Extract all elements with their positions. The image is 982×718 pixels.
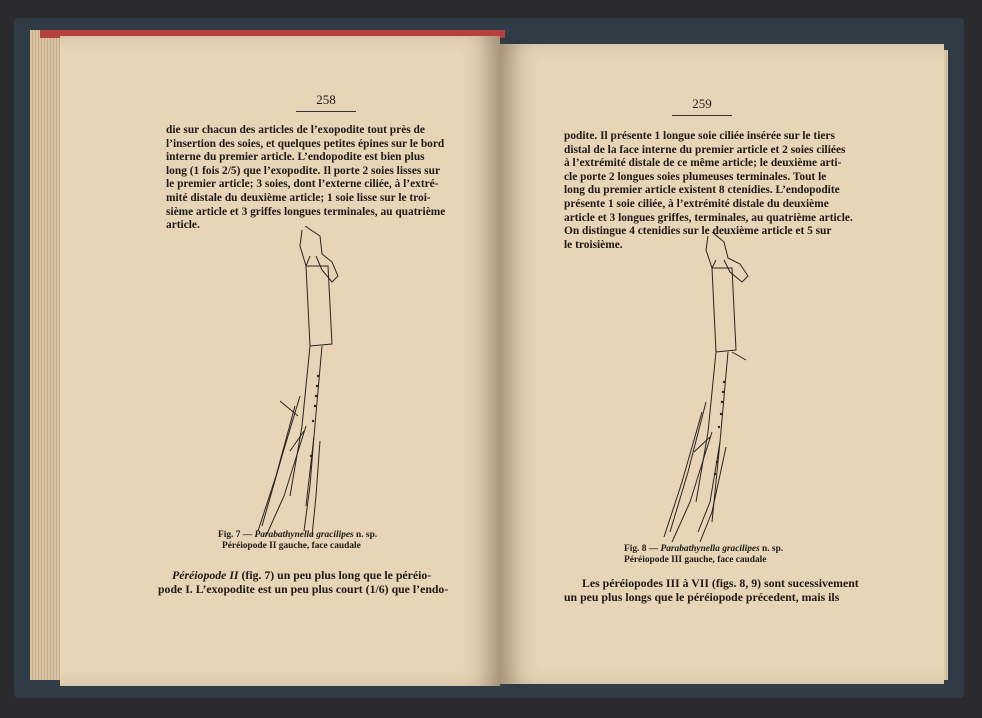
text-line: interne du premier article. L’endopodite est bien plus <box>166 151 425 164</box>
fig-suffix: n. sp. <box>353 530 378 540</box>
species-name: Parabathynella gracilipes <box>660 544 760 554</box>
text-line: le premier article; 3 soies, dont l’externe ciliée, à l’extré- <box>166 178 439 191</box>
figure-7-caption <box>218 530 377 551</box>
text-line: article et 3 longues griffes, terminales, au quatrième article. <box>564 211 853 224</box>
text-line: long du premier article existent 8 ctenidies. L’endopodite <box>564 184 840 197</box>
page-number-259 <box>672 96 732 116</box>
page-number-rule <box>296 111 356 112</box>
text-line <box>158 568 458 582</box>
fig-label: Fig. 8 — <box>624 544 661 554</box>
text-line: mité distale du deuxième article; 1 soie lisse sur le troi- <box>166 191 431 204</box>
caption-line2: Péréiopode II gauche, face caudale <box>222 540 361 551</box>
text-line: un peu plus longs que le péréiopode précedent, mais ils <box>564 590 840 605</box>
right-page <box>500 44 944 684</box>
text-line: long (1 fois 2/5) que l’exopodite. Il porte 2 soies lisses sur <box>166 164 441 177</box>
page-number-text: 258 <box>316 92 336 107</box>
text-line: Les péréiopodes III à VII (figs. 8, 9) sont sucessivement <box>582 576 859 590</box>
text-run: (fig. 7) un peu plus long que le péréio- <box>238 568 432 582</box>
left-bottom-text <box>158 568 458 597</box>
text-line: pode I. L’exopodite est un peu plus court (1/6) que l’endo- <box>158 582 449 597</box>
text-line: distal de la face interne du premier article et 2 soies ciliées <box>564 143 846 156</box>
right-bottom-text <box>564 576 864 605</box>
text-line: article. <box>166 219 200 232</box>
text-line: le troisième. <box>564 238 623 251</box>
left-body-text <box>166 124 448 233</box>
text-line: die sur chacun des articles de l’exopodite tout près de <box>166 124 425 136</box>
caption-line2: Péréiopode III gauche, face caudale <box>624 554 767 565</box>
left-page <box>60 36 500 686</box>
text-line: cle porte 2 longues soies plumeuses terminales. Tout le <box>564 170 827 183</box>
text-line: présente 1 soie ciliée, à l’extrémité distale du deuxième <box>564 197 829 210</box>
text-line: à l’extrémité distale de ce même article; le deuxième arti- <box>564 157 842 170</box>
figure-7-appendage-drawing <box>240 226 390 546</box>
page-number-text: 259 <box>692 96 712 111</box>
fig-suffix: n. sp. <box>759 544 784 554</box>
text-line: podite. Il présente 1 longue soie ciliée insérée sur le tiers <box>564 130 835 142</box>
page-number-258 <box>296 92 356 112</box>
text-line: On distingue 4 ctenidies sur le deuxième article et 5 sur <box>564 225 832 238</box>
page-edges-left <box>30 30 60 680</box>
figure-8-appendage-drawing <box>650 232 800 552</box>
text-line: l’insertion des soies, et quelques petites épines sur le bord <box>166 137 445 150</box>
fig-label: Fig. 7 — <box>218 530 255 540</box>
figure-8-caption <box>624 544 783 565</box>
species-name: Parabathynella gracilipes <box>254 530 354 540</box>
italic-term: Péréiopode II <box>172 568 239 582</box>
text-line: sième article et 3 griffes longues terminales, au quatrième <box>166 205 446 218</box>
page-number-rule <box>672 115 732 116</box>
